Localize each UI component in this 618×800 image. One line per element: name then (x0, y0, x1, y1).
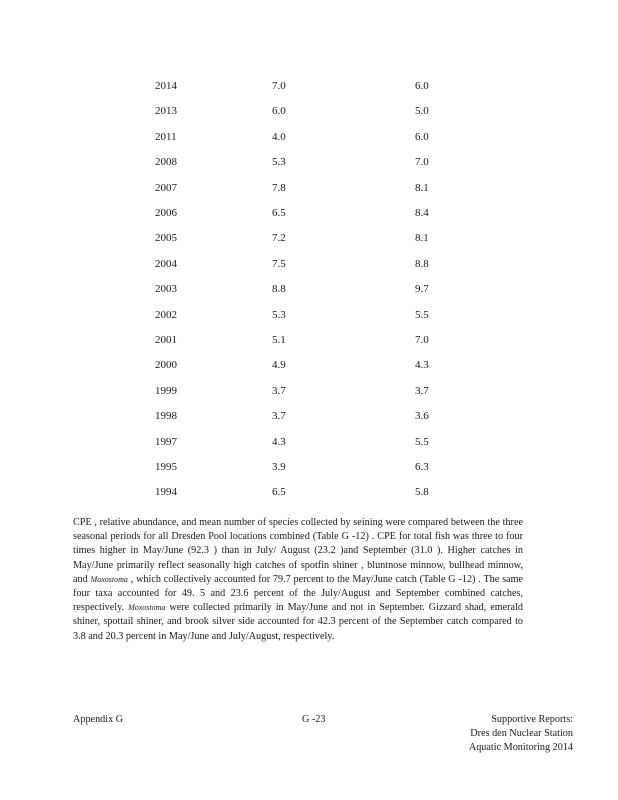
table-row (0, 179, 618, 197)
body-paragraph (73, 516, 523, 644)
table-row (0, 280, 618, 298)
paragraph-text-3: were collected primarily in May/June and not in September. Gizzard shad, emerald shiner, spottail shiner, and brook silver side accounted for 42.3 percent of the September catch compared to 3.8 and 20.3 percent in May/June and July/August, respectively. (73, 602, 524, 642)
value-cell-2: 5.5 (415, 308, 429, 321)
value-cell-2: 7.0 (415, 334, 429, 346)
value-cell-2: 9.7 (415, 283, 429, 296)
year-cell: 1997 (155, 435, 177, 448)
table-row (0, 483, 618, 501)
table-row (0, 102, 618, 120)
value-cell-2: 5.5 (415, 435, 429, 448)
value-cell-2: 8.1 (415, 232, 429, 245)
value-cell-2: 6.3 (415, 461, 429, 473)
footer-report-line-3: Aquatic Monitoring 2014 (468, 742, 573, 753)
value-cell-2: 5.8 (415, 486, 429, 499)
value-cell-1: 6.5 (272, 207, 286, 219)
value-cell-2: 6.0 (415, 130, 429, 143)
footer-appendix-label: Appendix G (73, 714, 124, 725)
year-cell: 2011 (155, 130, 177, 143)
value-cell-1: 3.7 (272, 410, 286, 423)
table-row (0, 77, 618, 95)
table-row (0, 433, 618, 451)
genus-name-2: Moxostoma (128, 603, 166, 613)
value-cell-1: 4.0 (272, 130, 286, 143)
footer-report-line-1: Supportive Reports: (491, 714, 573, 725)
value-cell-1: 6.5 (272, 486, 286, 499)
year-cell: 1999 (155, 384, 177, 397)
year-cell: 2003 (155, 283, 177, 296)
value-cell-2: 7.0 (415, 156, 429, 169)
year-cell: 2007 (155, 181, 177, 194)
year-cell: 1995 (155, 461, 177, 473)
footer-page-number: G -23 (302, 714, 326, 725)
value-cell-1: 5.3 (272, 156, 286, 169)
year-cell: 2000 (155, 359, 177, 372)
table-row (0, 204, 618, 222)
table-row (0, 331, 618, 349)
table-row (0, 153, 618, 171)
value-cell-2: 8.4 (415, 207, 429, 219)
footer-report-title (469, 713, 573, 755)
footer-report-line-2: Dres den Nuclear Station (470, 728, 573, 739)
value-cell-1: 8.8 (272, 283, 286, 296)
value-cell-2: 5.0 (415, 105, 429, 118)
year-cell: 2002 (155, 308, 177, 321)
year-cell: 2005 (155, 232, 177, 245)
table-row (0, 255, 618, 273)
year-cell: 2004 (155, 257, 177, 270)
table-row (0, 128, 618, 146)
value-cell-2: 8.1 (415, 181, 429, 194)
table-row (0, 382, 618, 400)
genus-name-1: Moxostoma (90, 574, 128, 584)
year-cell: 1998 (155, 410, 177, 423)
table-row (0, 229, 618, 247)
value-cell-1: 7.8 (272, 181, 286, 194)
value-cell-1: 6.0 (272, 105, 286, 118)
value-cell-2: 3.7 (415, 384, 429, 397)
value-cell-2: 4.3 (415, 359, 429, 372)
table-row (0, 407, 618, 425)
year-cell: 2013 (155, 105, 177, 118)
year-cell: 2008 (155, 156, 177, 169)
value-cell-1: 4.3 (272, 435, 286, 448)
value-cell-1: 7.5 (272, 257, 286, 270)
table-row (0, 458, 618, 476)
value-cell-1: 3.9 (272, 461, 286, 473)
paragraph-text-2: , which collectively accounted for 79.7 percent to the May/June catch (Table G -12) . The same four taxa accounted for 49. 5 and 23.6 percent of the July/August and September combined catches, respectively. (73, 573, 524, 614)
paragraph-text-1: CPE , relative abundance, and mean number of species collected by seining were compared between the three seasonal periods for all Dresden Pool locations combined (Table G -12) . CPE for total fish was three to four times higher in May/June (92.3 ) than in July/ August (23.2 )and September (31.0 ). Higher catches in May/June primarily reflect seasonally high catches of spotfin shiner , bluntnose minnow, bullhead minnow, and (73, 517, 523, 585)
year-cell: 2001 (155, 334, 177, 346)
value-cell-1: 4.9 (272, 359, 286, 372)
year-cell: 2006 (155, 207, 177, 219)
value-cell-1: 7.2 (272, 232, 286, 245)
value-cell-1: 3.7 (272, 384, 286, 397)
value-cell-2: 8.8 (415, 257, 429, 270)
value-cell-2: 3.6 (415, 410, 429, 423)
value-cell-1: 5.1 (272, 334, 286, 346)
table-row (0, 306, 618, 324)
year-cell: 1994 (155, 486, 177, 499)
value-cell-2: 6.0 (415, 80, 429, 92)
table-row (0, 356, 618, 374)
value-cell-1: 5.3 (272, 308, 286, 321)
value-cell-1: 7.0 (272, 80, 286, 92)
year-cell: 2014 (155, 80, 177, 92)
